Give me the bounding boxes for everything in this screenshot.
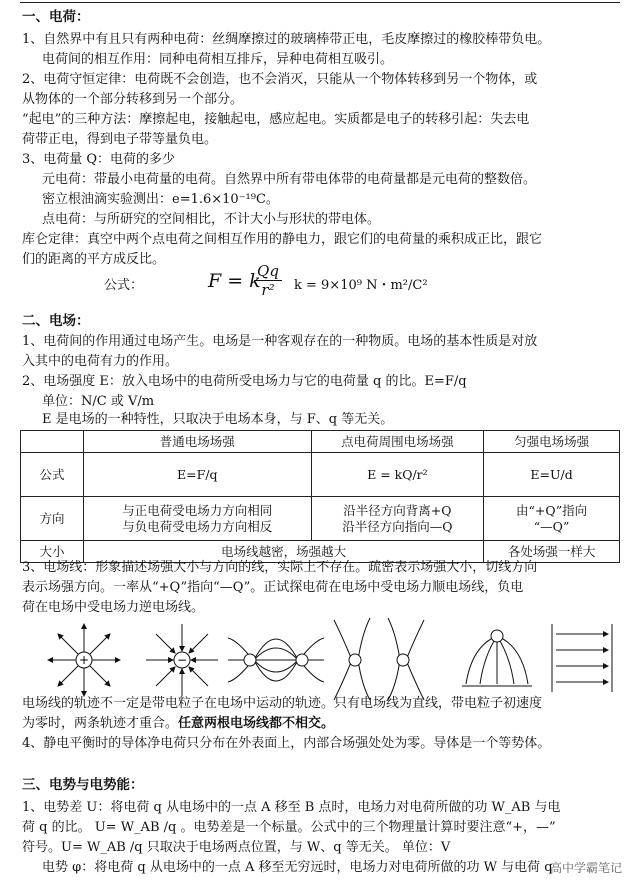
table-header-cell: 普通电场场强 — [84, 431, 312, 453]
table-cell-line: 与负电荷受电场力方向相反 — [122, 518, 273, 534]
field-strength-table — [20, 430, 620, 563]
table-row-label: 公式 — [21, 453, 84, 497]
table-cell-line: 与正电荷受电场力方向相同 — [122, 502, 273, 518]
text-line: 荷带正电，得到电子带等量负电。 — [22, 132, 218, 147]
text-line: 1、自然界中有且只有两种电荷：丝绸摩擦过的玻璃棒带正电，毛皮摩擦过的橡胶棒带负电。 — [22, 32, 551, 47]
text-line: 元电荷：带最小电荷量的电荷。自然界中所有带电体带的电荷量都是元电荷的整数倍。 — [42, 172, 537, 187]
table-cell — [84, 497, 312, 541]
text-line: 表示场强方向。一率从“+Q”指向“—Q”。正试探电荷在电场中受电场力顺电场线，负电 — [22, 580, 524, 595]
table-header-row — [21, 431, 620, 453]
text-line: “起电”的三种方法：摩擦起电，接触起电，感应起电。实质都是电子的转移引起：失去电 — [22, 112, 530, 127]
text-line: 1、电荷间的作用通过电场产生。电场是一种客观存在的一种物质。电场的基本性质是对放 — [22, 334, 538, 349]
text-line: E 是电场的一种特性，只取决于电场本身，与 F、q 等无关。 — [42, 412, 394, 427]
section-title-charge: 一、电荷： — [22, 9, 90, 25]
formula-label: 公式： — [104, 278, 144, 293]
text-line — [22, 714, 622, 733]
table-cell — [484, 497, 620, 541]
text-line: 2、电荷守恒定律：电荷既不会创造，也不会消灭，只能从一个物体转移到另一个物体，或 — [22, 72, 538, 87]
table-cell: E=U/d — [484, 453, 620, 497]
table-header-cell: 点电荷周围电场场强 — [311, 431, 484, 453]
table-cell: E=F/q — [84, 453, 312, 497]
table-cell: 各处场强一样大 — [484, 541, 620, 563]
text-line: 荷在电场中受电场力逆电场线。 — [22, 600, 205, 615]
coulomb-constant: k = 9×10⁹ N・m²/C² — [294, 278, 428, 293]
text-line: 电势 φ：将电荷 q 从电场中的一点 A 移至无穷远时，电场力对电荷所做的功 W 与电荷 q — [42, 860, 553, 875]
text-line: 2、电场强度 E：放入电场中的电荷所受电场力与它的电荷量 q 的比。E=F/q — [22, 374, 467, 389]
table-row-label: 大小 — [21, 541, 84, 563]
formula-lhs: F = k — [208, 270, 261, 292]
text-line: 1、电势差 U：将电荷 q 从电场中的一点 A 移至 B 点时，电场力对电荷所做的功 W_AB 与电 — [22, 800, 561, 815]
table-header-cell — [21, 431, 84, 453]
table-cell-line: “—Q” — [533, 518, 570, 534]
text-span: 为零时，两条轨迹才重合。 — [22, 716, 179, 731]
text-line: 入其中的电荷有力的作用。 — [22, 354, 179, 369]
bold-emphasis: 任意两根电场线都不相交。 — [178, 716, 335, 731]
text-line: 符号。U= W_AB /q 只取决于电场两点位置，与 W、q 等无关。 单位：V — [22, 840, 451, 855]
watermark: 高中学霸笔记 — [549, 861, 622, 875]
table-row-label: 方向 — [21, 497, 84, 541]
formula-numerator: Qq — [254, 262, 282, 281]
table-cell — [311, 497, 484, 541]
text-line: 荷 q 的比。 U= W_AB /q 。电势差是一个标量。公式中的三个物理量计算时要注意“+，—” — [22, 820, 556, 835]
text-line: 3、电荷量 Q：电荷的多少 — [22, 152, 176, 167]
table-cell: E = kQ/r² — [311, 453, 484, 497]
table-row — [21, 497, 620, 541]
like-charges-field — [334, 618, 424, 700]
top-rule — [20, 2, 620, 3]
table-cell: 电场线越密，场强越大 — [84, 541, 484, 563]
charge-plate-field — [462, 630, 532, 686]
text-line: 密立根油滴实验测出：e=1.6×10⁻¹⁹C。 — [42, 192, 279, 207]
text-line: 电荷间的相互作用：同种电荷相互排斥，异种电荷相互吸引。 — [42, 52, 394, 67]
text-line: 从物体的一个部分转移到另一个部分。 — [22, 92, 244, 107]
section-title-field: 二、电场： — [22, 313, 90, 329]
text-line: 们的距离的平方成反比。 — [22, 252, 166, 267]
section-title-potential: 三、电势与电势能： — [22, 777, 144, 793]
field-lines-figure — [22, 616, 622, 700]
table-cell-line: 由“+Q”指向 — [515, 502, 588, 518]
table-header-cell: 匀强电场场强 — [484, 431, 620, 453]
uniform-field — [552, 624, 612, 692]
text-line: 单位：N/C 或 V/m — [42, 394, 155, 409]
text-line: 电场线的轨迹不一定是带电粒子在电场中运动的轨迹。只有电场线为直线，带电粒子初速度 — [22, 696, 543, 711]
formula-fraction — [254, 262, 282, 299]
negative-charge-label: − — [176, 653, 188, 667]
text-line: 点电荷：与所研究的空间相比，不计大小与形状的带电体。 — [42, 212, 381, 227]
table-cell-line: 沿半径方向指向—Q — [342, 518, 453, 534]
positive-charge-label: + — [78, 653, 90, 667]
formula-denominator: r² — [261, 281, 275, 299]
text-line: 3、电场线：形象描述场强大小与方向的线，实际上不存在。疏密表示场强大小，切线方向 — [22, 560, 538, 575]
table-cell-line: 沿半径方向背离+Q — [343, 502, 452, 518]
text-line: 4、静电平衡时的导体净电荷只分布在外表面上，内部合场强处处为零。导体是一个等势体。 — [22, 736, 551, 751]
dipole-field — [228, 638, 324, 682]
table-row — [21, 453, 620, 497]
text-line: 库仑定律：真空中两个点电荷之间相互作用的静电力，跟它们的电荷量的乘积成正比，跟它 — [22, 232, 543, 247]
